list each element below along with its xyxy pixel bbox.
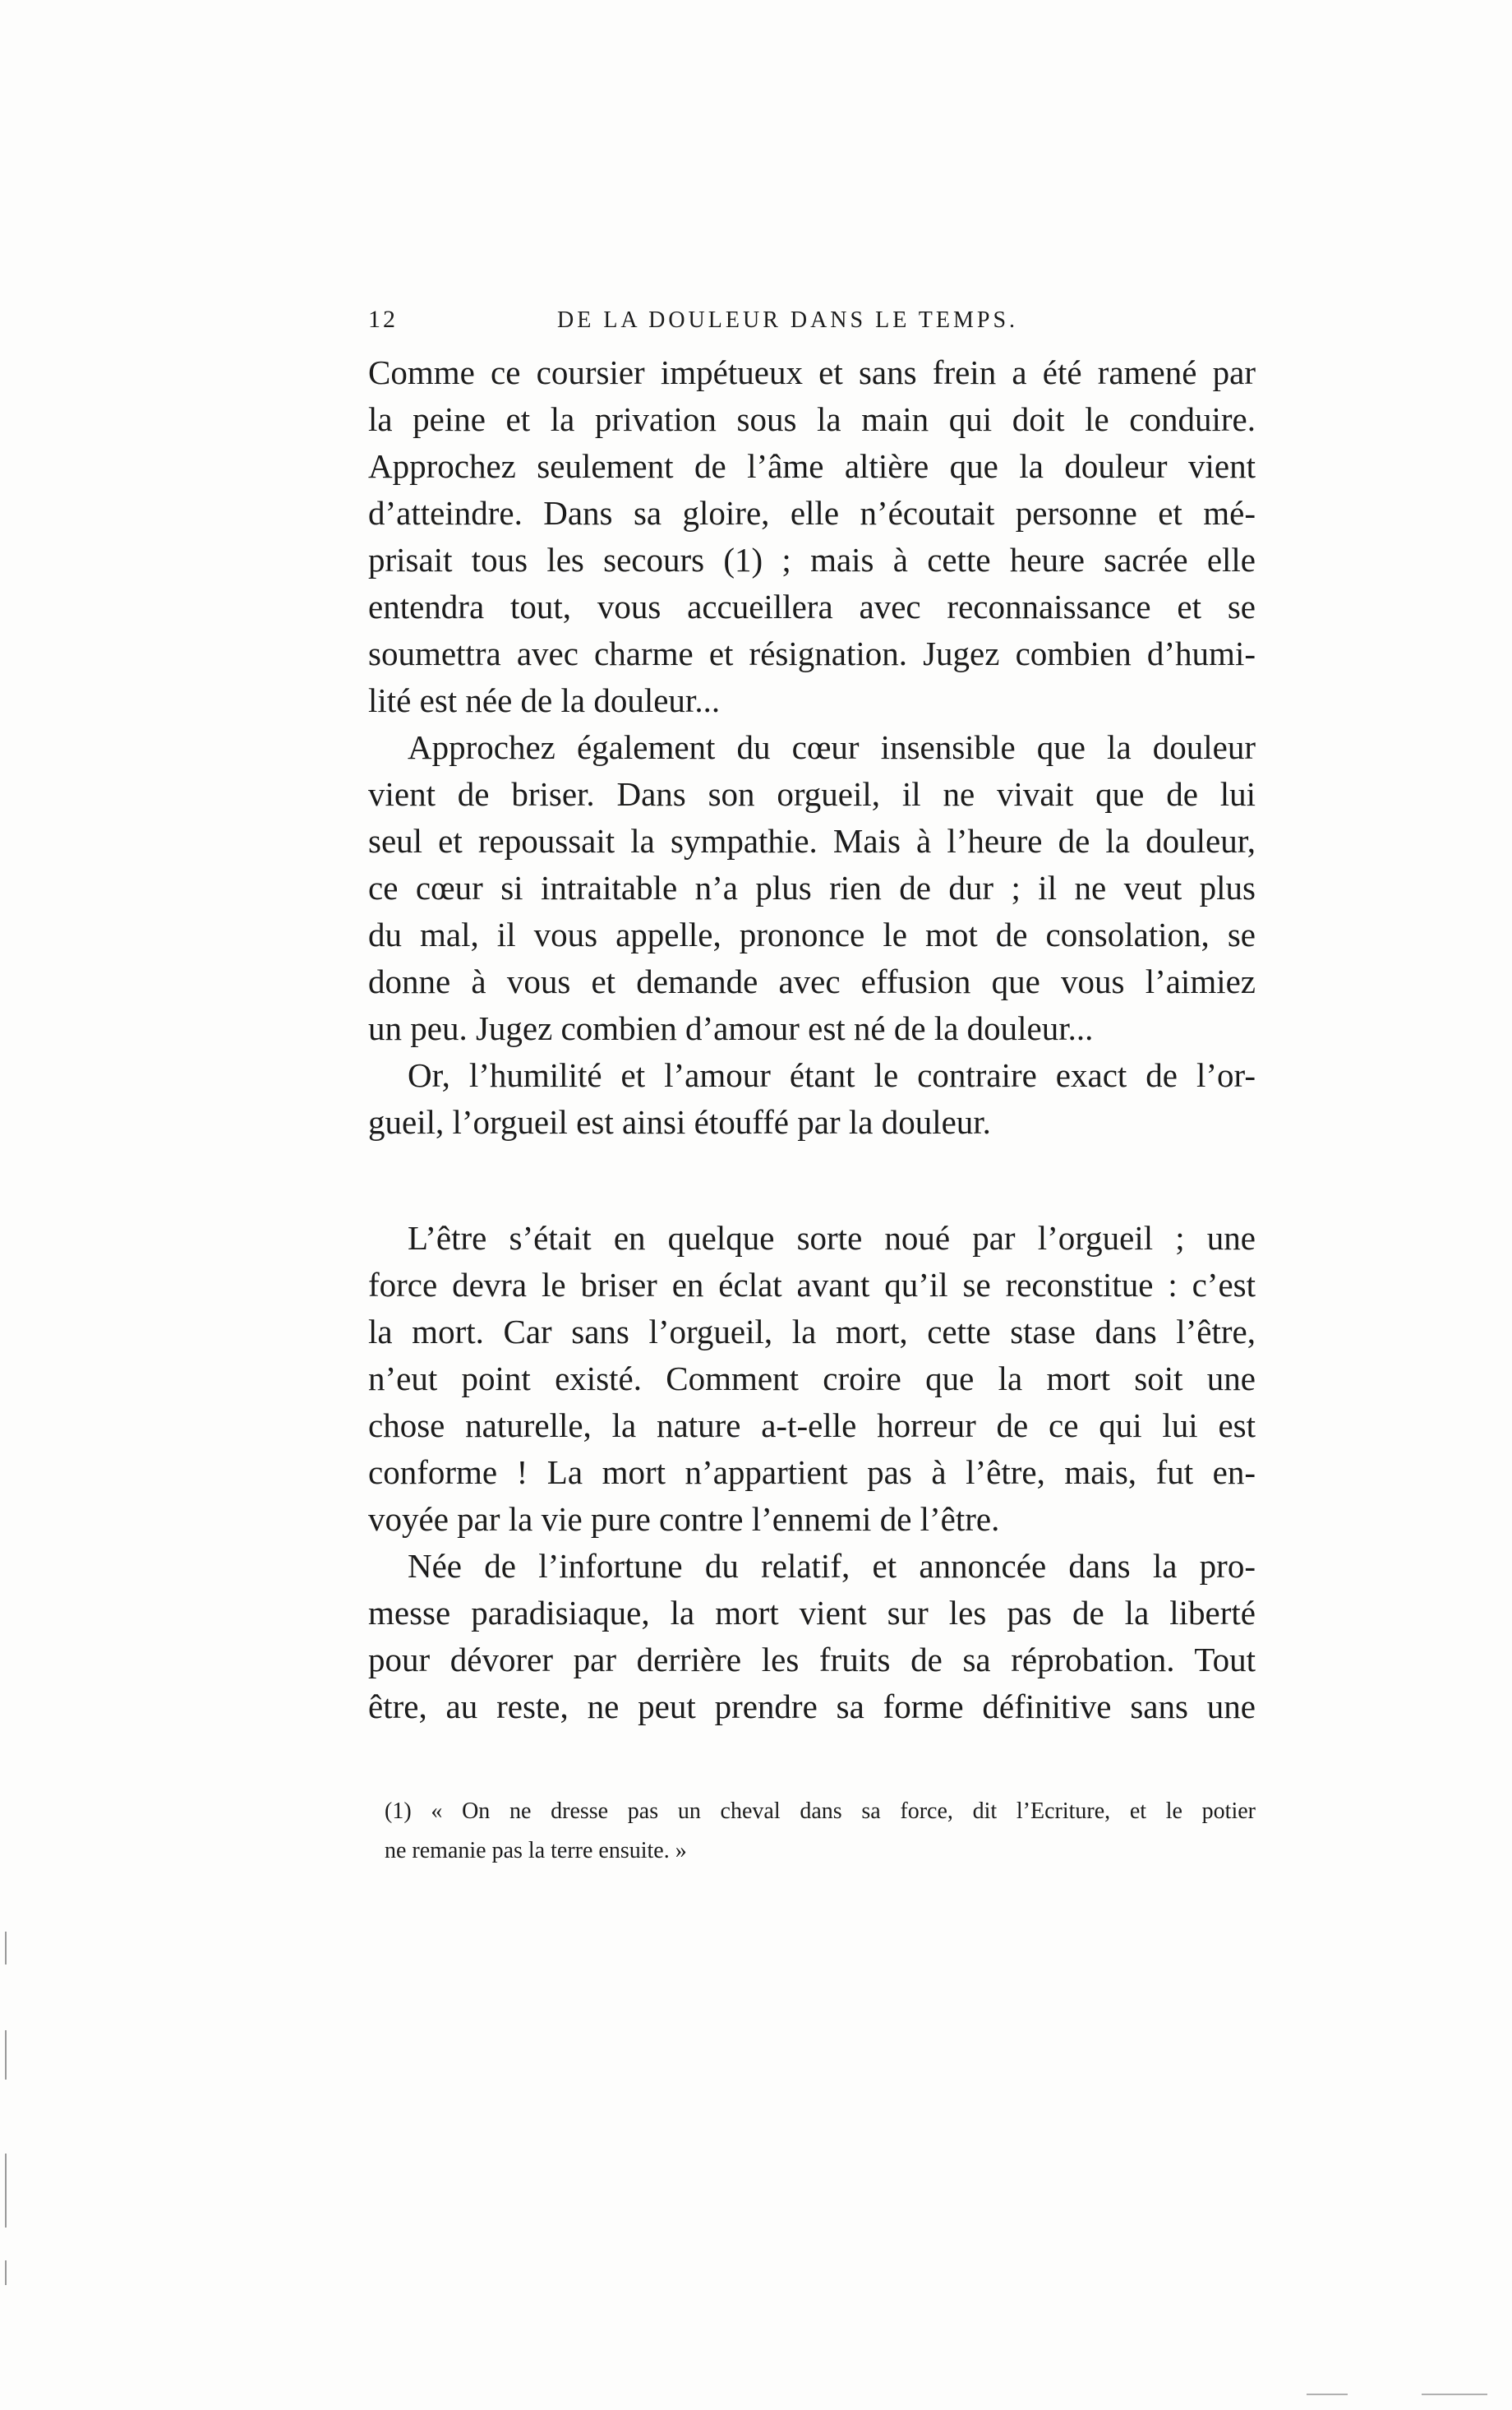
page-header [368, 306, 1256, 345]
running-title: DE LA DOULEUR DANS LE TEMPS. [557, 307, 1019, 333]
text-line: un peu. Jugez combien d’amour est né de la douleur... [368, 1009, 1094, 1047]
text-line: chose naturelle, la nature a-t-elle horreur de ce qui lui est [368, 1406, 1256, 1444]
text-line: messe paradisiaque, la mort vient sur les pas de la liberté [368, 1594, 1256, 1632]
text-line: pour dévorer par derrière les fruits de sa réprobation. Tout [368, 1641, 1256, 1678]
text-line: prisait tous les secours (1) ; mais à cette heure sacrée elle [368, 541, 1256, 579]
text-line: Approchez seulement de l’âme altière que la douleur vient [368, 447, 1256, 485]
text-line: Or, l’humilité et l’amour étant le contraire exact de l’or- [408, 1056, 1256, 1094]
footnote-line: (1) « On ne dresse pas un cheval dans sa force, dit l’Ecriture, et le potier [385, 1798, 1256, 1824]
scan-bottom-rules [1307, 2394, 1487, 2397]
text-line: Approchez également du cœur insensible que la douleur [408, 728, 1256, 766]
text-line: n’eut point existé. Comment croire que la mort soit une [368, 1360, 1256, 1397]
text-line: être, au reste, ne peut prendre sa forme définitive sans une [368, 1687, 1256, 1725]
text-line: entendra tout, vous accueillera avec reconnaissance et se [368, 588, 1256, 626]
text-line: du mal, il vous appelle, prononce le mot de consolation, se [368, 916, 1256, 953]
paragraph [368, 1215, 1256, 1543]
text-line: lité est née de la douleur... [368, 681, 721, 719]
text-line: L’être s’était en quelque sorte noué par l’orgueil ; une [408, 1219, 1256, 1257]
footnote [385, 1792, 1256, 1871]
text-line: gueil, l’orgueil est ainsi étouffé par la douleur. [368, 1103, 991, 1141]
main-text-section-1 [368, 349, 1256, 1146]
main-text-section-2 [368, 1215, 1256, 1730]
text-line: la peine et la privation sous la main qui doit le conduire. [368, 400, 1256, 438]
text-line: vient de briser. Dans son orgueil, il ne vivait que de lui [368, 775, 1256, 813]
paragraph [368, 1543, 1256, 1730]
text-line: soumettra avec charme et résignation. Jugez combien d’humi- [368, 635, 1256, 672]
paragraph [368, 724, 1256, 1052]
text-line: conforme ! La mort n’appartient pas à l’être, mais, fut en- [368, 1453, 1256, 1491]
text-line: Comme ce coursier impétueux et sans frein a été ramené par [368, 353, 1256, 391]
text-line: ce cœur si intraitable n’a plus rien de dur ; il ne veut plus [368, 869, 1256, 907]
text-line: d’atteindre. Dans sa gloire, elle n’écoutait personne et mé- [368, 494, 1256, 532]
footnote-line: ne remanie pas la terre ensuite. » [385, 1838, 687, 1863]
page-number: 12 [368, 306, 398, 333]
text-line: voyée par la vie pure contre l’ennemi de l’être. [368, 1500, 1000, 1538]
text-line: Née de l’infortune du relatif, et annoncée dans la pro- [408, 1547, 1256, 1585]
paragraph [368, 349, 1256, 724]
text-line: seul et repoussait la sympathie. Mais à l’heure de la douleur, [368, 822, 1256, 860]
scan-margin-marks [5, 1932, 10, 2293]
text-line: force devra le briser en éclat avant qu’il se reconstitue : c’est [368, 1266, 1256, 1304]
paragraph [368, 1052, 1256, 1146]
text-line: la mort. Car sans l’orgueil, la mort, cette stase dans l’être, [368, 1313, 1256, 1350]
text-line: donne à vous et demande avec effusion que vous l’aimiez [368, 963, 1256, 1000]
